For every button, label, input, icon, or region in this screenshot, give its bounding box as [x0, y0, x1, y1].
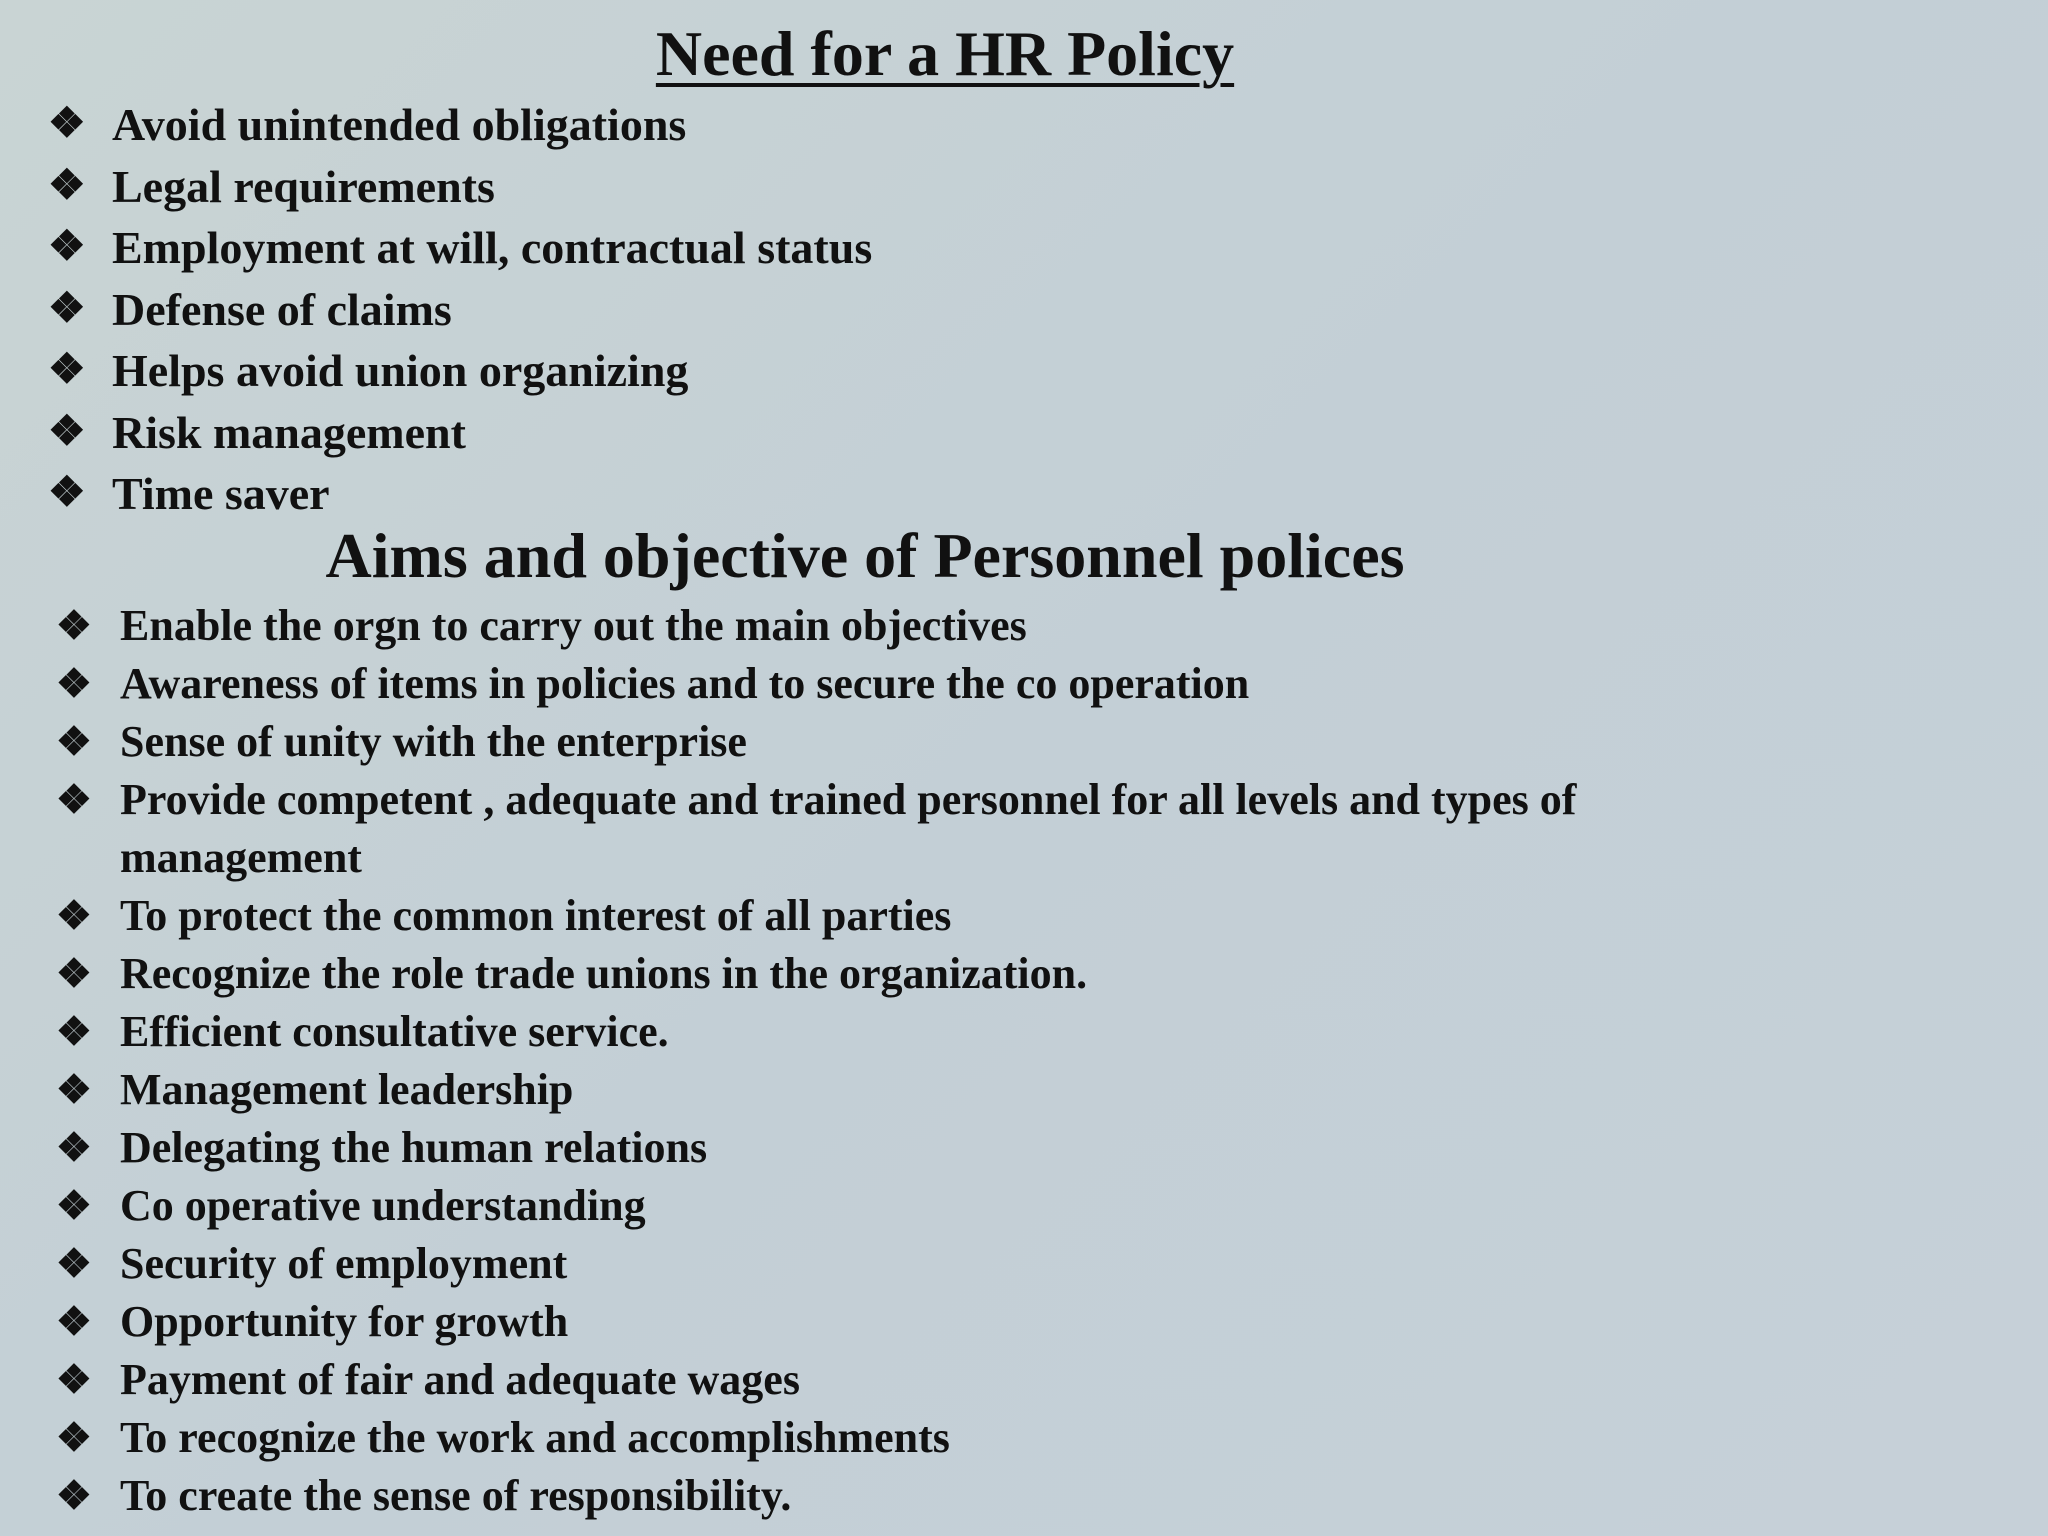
diamond-bullet-icon: ❖ — [56, 951, 92, 996]
list-item — [56, 771, 1756, 887]
slide-title: Need for a HR Policy — [655, 18, 1235, 89]
list-item — [56, 597, 1756, 655]
diamond-bullet-icon: ❖ — [48, 347, 86, 393]
list-item — [48, 279, 872, 341]
diamond-bullet-icon: ❖ — [56, 1241, 92, 1286]
diamond-bullet-icon: ❖ — [48, 162, 86, 209]
list-item-text: Delegating the human relations — [120, 1123, 708, 1172]
list-item — [56, 1119, 1756, 1177]
list-item — [56, 1003, 1756, 1061]
list-item — [48, 156, 872, 218]
list-item — [48, 94, 872, 156]
diamond-bullet-icon: ❖ — [56, 1473, 92, 1518]
list-item — [56, 1467, 1756, 1525]
diamond-bullet-icon: ❖ — [56, 1299, 92, 1344]
need-list — [48, 94, 872, 525]
diamond-bullet-icon: ❖ — [48, 224, 86, 270]
diamond-bullet-icon: ❖ — [56, 1125, 92, 1170]
diamond-bullet-icon: ❖ — [48, 408, 86, 455]
list-item — [56, 1177, 1756, 1235]
aims-list — [56, 597, 1756, 1525]
list-item — [48, 217, 872, 279]
list-item-text: Sense of unity with the enterprise — [120, 717, 747, 766]
diamond-bullet-icon: ❖ — [48, 470, 86, 516]
diamond-bullet-icon: ❖ — [56, 777, 92, 822]
list-item-text: Efficient consultative service. — [120, 1007, 669, 1056]
diamond-bullet-icon: ❖ — [56, 1009, 92, 1054]
list-item — [56, 1061, 1756, 1119]
list-item-text: Security of employment — [120, 1239, 568, 1288]
list-item — [56, 713, 1756, 771]
diamond-bullet-icon: ❖ — [48, 101, 86, 147]
diamond-bullet-icon: ❖ — [56, 603, 92, 648]
diamond-bullet-icon: ❖ — [56, 1183, 92, 1228]
diamond-bullet-icon: ❖ — [56, 1415, 92, 1460]
list-item-text: Enable the orgn to carry out the main objectives — [120, 601, 1027, 650]
list-item-text: Payment of fair and adequate wages — [120, 1355, 800, 1404]
list-item — [56, 1293, 1756, 1351]
list-item — [56, 945, 1756, 1003]
list-item-text: Risk management — [112, 406, 466, 458]
list-item — [56, 887, 1756, 945]
list-item — [56, 1235, 1756, 1293]
diamond-bullet-icon: ❖ — [48, 285, 86, 332]
list-item-text: To protect the common interest of all parties — [120, 891, 952, 940]
list-item-text: Provide competent , adequate and trained personnel for all levels and types of management — [120, 775, 1577, 882]
list-item — [56, 1351, 1756, 1409]
list-item-text: Time saver — [112, 468, 330, 519]
diamond-bullet-icon: ❖ — [56, 1357, 92, 1402]
diamond-bullet-icon: ❖ — [56, 661, 92, 706]
list-item-text: To create the sense of responsibility. — [120, 1471, 792, 1520]
list-item-text: Legal requirements — [112, 160, 495, 212]
diamond-bullet-icon: ❖ — [56, 1067, 92, 1112]
list-item-text: Employment at will, contractual status — [112, 222, 873, 273]
list-item — [48, 402, 872, 464]
list-item-text: Management leadership — [120, 1065, 574, 1114]
list-item-text: Avoid unintended obligations — [112, 99, 687, 150]
diamond-bullet-icon: ❖ — [56, 719, 92, 764]
section-heading: Aims and objective of Personnel polices — [325, 520, 1405, 591]
list-item-text: Recognize the role trade unions in the organization. — [120, 949, 1088, 998]
list-item-text: To recognize the work and accomplishments — [120, 1413, 950, 1462]
list-item-text: Defense of claims — [112, 283, 452, 335]
list-item — [48, 340, 872, 402]
list-item — [56, 655, 1756, 713]
list-item-text: Opportunity for growth — [120, 1297, 569, 1346]
diamond-bullet-icon: ❖ — [56, 893, 92, 938]
list-item-text: Co operative understanding — [120, 1181, 646, 1230]
list-item-text: Helps avoid union organizing — [112, 345, 689, 396]
list-item-text: Awareness of items in policies and to secure the co operation — [120, 659, 1250, 708]
list-item — [56, 1409, 1756, 1467]
